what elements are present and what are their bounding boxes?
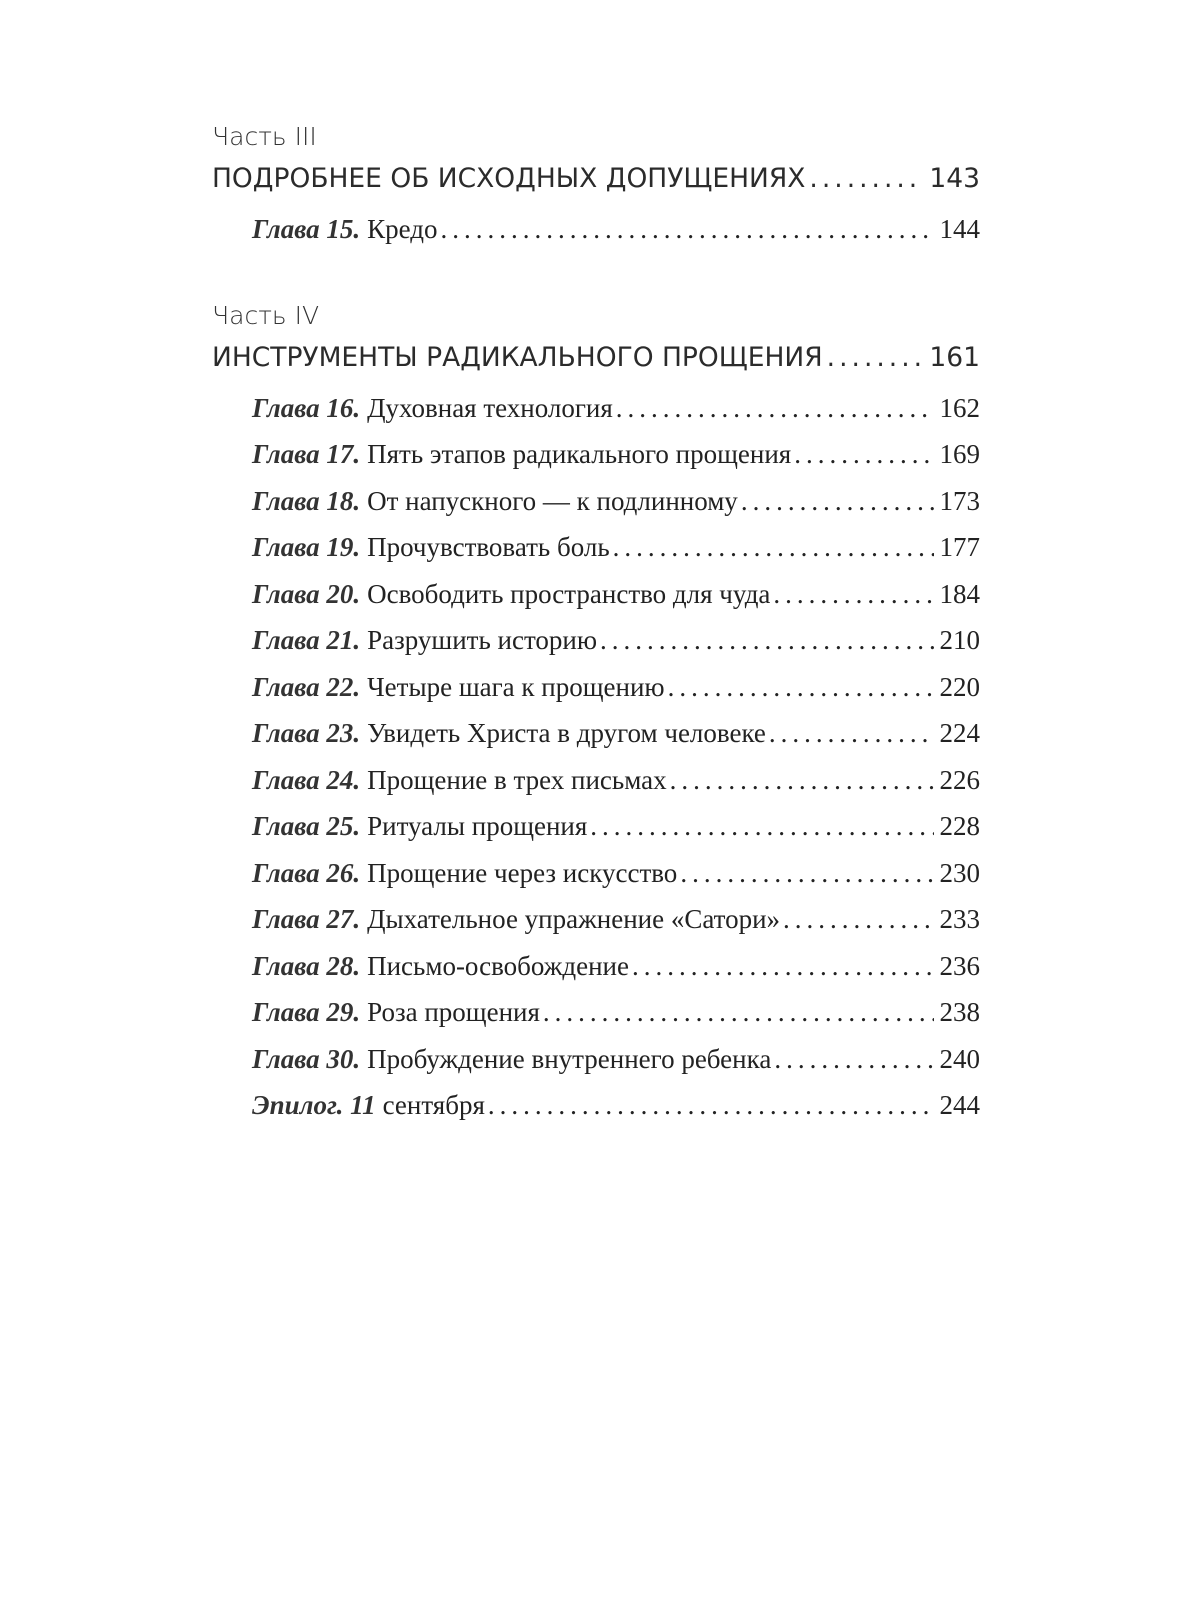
dot-leader	[805, 156, 921, 202]
chapter-number: Глава 23.	[252, 718, 361, 748]
chapter-entry[interactable]	[252, 803, 980, 850]
chapter-number: Глава 30.	[252, 1043, 361, 1074]
chapter-number: Глава 16.	[252, 392, 361, 423]
chapter-title: От напускного — к подлинному	[367, 485, 738, 516]
part-label: Часть IV	[212, 300, 320, 330]
chapter-title: Пробуждение внутреннего ребенка	[367, 1043, 772, 1074]
page-number: 233	[939, 904, 980, 934]
part-title-entry[interactable]	[212, 156, 980, 202]
dot-leader	[540, 989, 934, 1036]
dot-leader	[823, 335, 922, 381]
page-number: 144	[939, 214, 980, 244]
page-number: 224	[939, 718, 980, 748]
page-number: 210	[939, 625, 980, 655]
epilogue-label: Эпилог. 11	[252, 1090, 376, 1120]
chapter-number: Глава 28.	[252, 950, 361, 981]
chapter-entry[interactable]	[252, 571, 980, 618]
page-number: 238	[939, 997, 980, 1027]
dot-leader	[771, 1036, 933, 1083]
epilogue-entry[interactable]	[252, 1082, 980, 1129]
chapter-title: Прощение в трех письмах	[367, 764, 667, 795]
chapter-title: Четыре шага к прощению	[367, 671, 665, 702]
chapter-entry[interactable]	[252, 524, 980, 571]
part-title: ПОДРОБНЕЕ ОБ ИСХОДНЫХ ДОПУЩЕНИЯХ	[212, 163, 806, 194]
page-number: 184	[939, 578, 980, 609]
chapter-title: Увидеть Христа в другом человеке	[367, 718, 766, 748]
dot-leader	[610, 524, 934, 571]
chapter-entry[interactable]	[252, 943, 980, 990]
chapter-title: Прощение через искусство	[367, 857, 678, 888]
dot-leader	[791, 431, 933, 478]
page-number: 228	[939, 811, 980, 841]
dot-leader	[629, 943, 934, 990]
chapter-entry[interactable]	[252, 989, 980, 1036]
chapter-entry[interactable]	[252, 1036, 980, 1083]
chapter-title: Дыхательное упражнение «Сатори»	[367, 904, 781, 934]
chapter-title: Разрушить историю	[367, 625, 598, 655]
chapter-number: Глава 20.	[252, 578, 361, 609]
page-number: 169	[939, 439, 980, 469]
chapter-number: Глава 18.	[252, 485, 361, 516]
dot-leader	[665, 664, 934, 711]
dot-leader	[587, 803, 933, 850]
page-number: 177	[939, 532, 980, 562]
chapter-number: Глава 25.	[252, 811, 361, 841]
chapter-entry[interactable]	[252, 710, 980, 757]
page-number: 220	[939, 671, 980, 702]
chapter-title: Кредо	[367, 214, 438, 244]
chapter-title: Духовная технология	[367, 392, 613, 423]
dot-leader	[597, 617, 933, 664]
chapter-number: Глава 17.	[252, 439, 361, 469]
dot-leader	[437, 206, 933, 253]
chapter-entry[interactable]	[252, 757, 980, 804]
dot-leader	[770, 571, 933, 618]
chapter-entry[interactable]	[252, 385, 980, 432]
page-number: 162	[939, 392, 980, 423]
chapter-title: Роза прощения	[367, 997, 540, 1027]
chapter-entry[interactable]	[252, 206, 980, 253]
part-title: ИНСТРУМЕНТЫ РАДИКАЛЬНОГО ПРОЩЕНИЯ	[212, 341, 823, 373]
chapter-number: Глава 24.	[252, 764, 361, 795]
dot-leader	[667, 757, 934, 804]
page-number: 244	[939, 1090, 980, 1120]
chapter-entry[interactable]	[252, 896, 980, 943]
chapter-title: Прочувствовать боль	[367, 532, 610, 562]
page-number: 240	[939, 1043, 980, 1074]
chapter-entry[interactable]	[252, 617, 980, 664]
chapter-title: Пять этапов радикального прощения	[367, 439, 792, 469]
chapter-number: Глава 29.	[252, 997, 361, 1027]
chapter-title: Освободить пространство для чуда	[367, 578, 771, 609]
dot-leader	[738, 478, 934, 525]
page-number: 226	[939, 764, 980, 795]
page-number: 230	[939, 857, 980, 888]
chapter-number: Глава 15.	[252, 214, 361, 244]
chapter-title: Ритуалы прощения	[367, 811, 588, 841]
dot-leader	[766, 710, 934, 757]
page-number: 173	[939, 485, 980, 516]
chapter-number: Глава 21.	[252, 625, 361, 655]
dot-leader	[677, 850, 933, 897]
chapter-entry[interactable]	[252, 664, 980, 711]
part-title-entry[interactable]	[212, 335, 980, 381]
epilogue-title: сентября	[382, 1090, 485, 1120]
chapter-number: Глава 19.	[252, 532, 361, 562]
chapter-number: Глава 22.	[252, 671, 361, 702]
dot-leader	[613, 385, 934, 432]
chapter-number: Глава 26.	[252, 857, 361, 888]
chapter-title: Письмо-освобождение	[367, 950, 629, 981]
part-label: Часть III	[212, 122, 317, 151]
page-number: 143	[929, 163, 980, 194]
chapter-number: Глава 27.	[252, 904, 361, 934]
page-number: 161	[929, 341, 980, 373]
chapter-entry[interactable]	[252, 850, 980, 897]
table-of-contents	[212, 118, 980, 1173]
page-number: 236	[939, 950, 980, 981]
part-4	[212, 297, 980, 1129]
chapter-entry[interactable]	[252, 478, 980, 525]
chapter-entry[interactable]	[252, 431, 980, 478]
part-3	[212, 118, 980, 253]
dot-leader	[780, 896, 933, 943]
dot-leader	[485, 1082, 934, 1129]
